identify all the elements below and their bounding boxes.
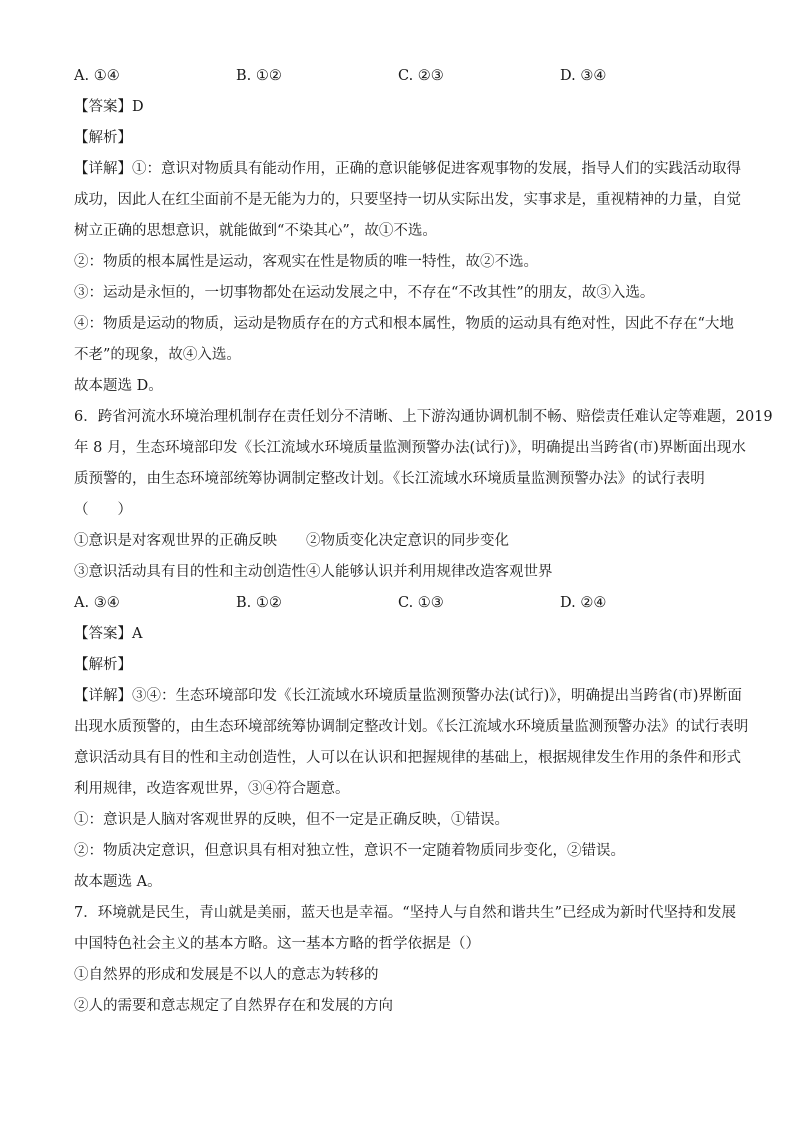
- q5-detail-line: ④：物质是运动的物质，运动是物质存在的方式和根本属性，物质的运动具有绝对性，因此不存在“大地: [74, 316, 734, 332]
- q6-stem-line: 6．跨省河流水环境治理机制存在责任划分不清晰、上下游沟通协调机制不畅、赔偿责任难认定等难题，2019: [74, 409, 773, 425]
- q6-detail-line: 【详解】③④：生态环境部印发《长江流域水环境质量监测预警办法(试行)》，明确提出当跨省(市)界断面: [74, 688, 742, 704]
- q6-option-a: A. ③④: [74, 595, 120, 611]
- q5-detail-line: 【详解】①：意识对物质具有能动作用，正确的意识能够促进客观事物的发展，指导人们的实践活动取得: [74, 161, 741, 177]
- q6-analysis-label: 【解析】: [74, 657, 132, 673]
- q5-option-b: B. ①②: [236, 68, 282, 84]
- q6-conclusion: 故本题选 A。: [74, 874, 162, 890]
- q6-blank: （ ）: [74, 502, 132, 518]
- q6-choice-2: ②物质变化决定意识的同步变化: [306, 533, 509, 549]
- q6-detail-line: ①：意识是人脑对客观世界的反映，但不一定是正确反映，①错误。: [74, 812, 509, 828]
- q5-detail-line: 树立正确的思想意识，就能做到“不染其心”，故①不选。: [74, 223, 437, 239]
- q6-answer: 【答案】A: [74, 626, 143, 642]
- q5-option-d: D. ③④: [560, 68, 607, 84]
- q5-detail-line: 成功，因此人在红尘面前不是无能为力的，只要坚持一切从实际出发，实事求是，重视精神的力量，自觉: [74, 192, 741, 208]
- q6-detail-line: 利用规律，改造客观世界，③④符合题意。: [74, 781, 350, 797]
- q5-detail-line: ③：运动是永恒的，一切事物都处在运动发展之中，不存在“不改其性”的朋友，故③入选。: [74, 285, 655, 301]
- q5-option-c: C. ②③: [398, 68, 444, 84]
- q6-choice-3: ③意识活动具有目的性和主动创造性: [74, 564, 306, 580]
- q6-option-c: C. ①③: [398, 595, 444, 611]
- q6-choice-4: ④人能够认识并利用规律改造客观世界: [306, 564, 553, 580]
- exam-page: [74, 64, 773, 1025]
- q6-options: [74, 591, 724, 622]
- q5-conclusion: 故本题选 D。: [74, 378, 163, 394]
- q6-option-d: D. ②④: [560, 595, 607, 611]
- q5-detail-line: 不老”的现象，故④入选。: [74, 347, 241, 363]
- q5-answer: 【答案】D: [74, 99, 144, 115]
- q5-option-a: A. ①④: [74, 68, 120, 84]
- q6-option-b: B. ①②: [236, 595, 282, 611]
- q6-detail-line: 意识活动具有目的性和主动创造性，人可以在认识和把握规律的基础上，根据规律发生作用的条件和形式: [74, 750, 741, 766]
- q6-stem-line: 质预警的，由生态环境部统筹协调制定整改计划。《长江流域水环境质量监测预警办法》的试行表明: [74, 471, 705, 487]
- q5-options: [74, 64, 724, 95]
- q7-stem-line: 7．环境就是民生，青山就是美丽，蓝天也是幸福。“坚持人与自然和谐共生”已经成为新时代坚持和发展: [74, 905, 737, 921]
- q7-choice-2: ②人的需要和意志规定了自然界存在和发展的方向: [74, 998, 393, 1014]
- q6-detail-line: ②：物质决定意识，但意识具有相对独立性，意识不一定随着物质同步变化，②错误。: [74, 843, 625, 859]
- q6-choice-row: [74, 529, 724, 560]
- q5-detail-line: ②：物质的根本属性是运动，客观实在性是物质的唯一特性，故②不选。: [74, 254, 538, 270]
- q6-choice-row: [74, 560, 724, 591]
- q6-choice-1: ①意识是对客观世界的正确反映: [74, 533, 277, 549]
- q5-analysis-label: 【解析】: [74, 130, 132, 146]
- q7-choice-1: ①自然界的形成和发展是不以人的意志为转移的: [74, 967, 379, 983]
- q6-stem-line: 年 8 月，生态环境部印发《长江流域水环境质量监测预警办法(试行)》，明确提出当跨省(市)界断面出现水: [74, 440, 746, 456]
- q6-detail-line: 出现水质预警的，由生态环境部统筹协调制定整改计划。《长江流域水环境质量监测预警办法》的试行表明: [74, 719, 749, 735]
- q7-stem-line: 中国特色社会主义的基本方略。这一基本方略的哲学依据是（）: [74, 936, 480, 952]
